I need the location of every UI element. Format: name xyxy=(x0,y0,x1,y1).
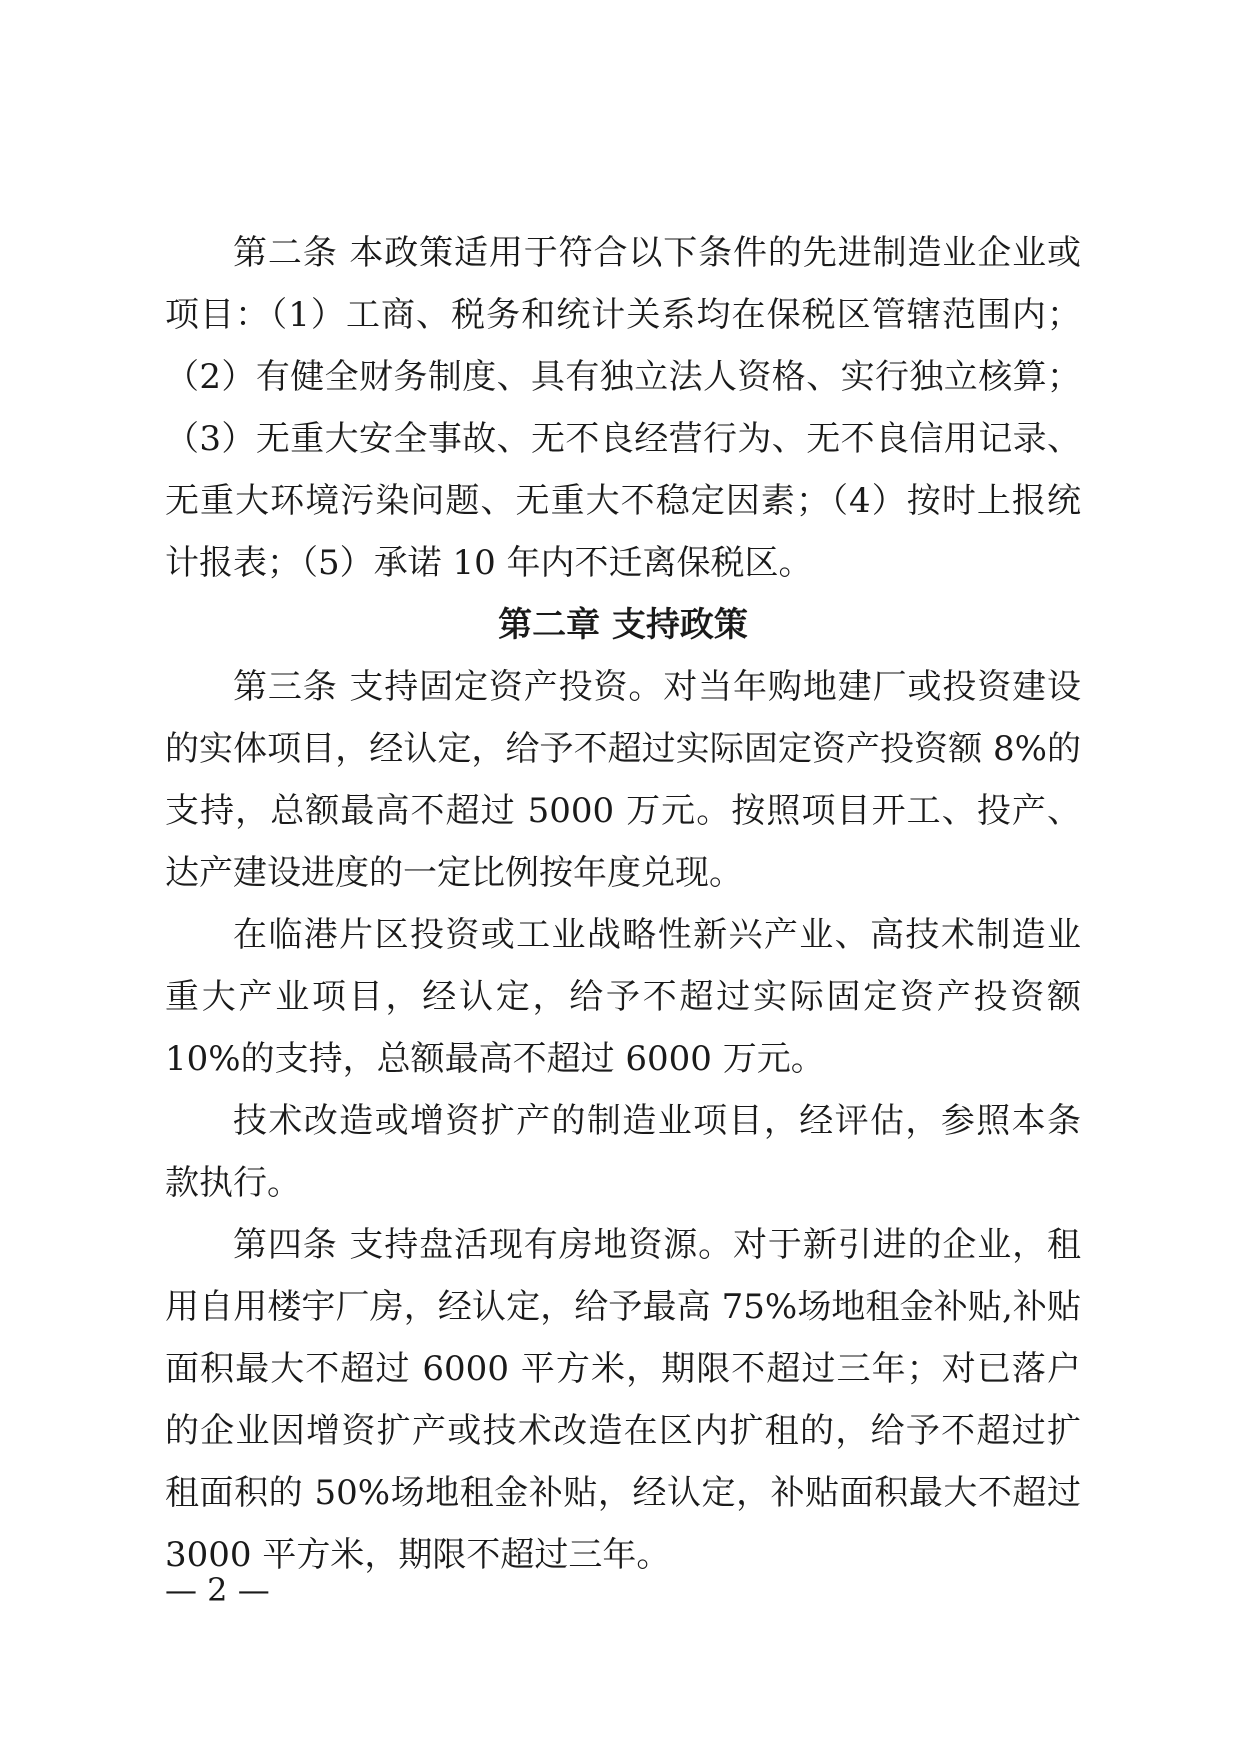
chapter-heading: 第二章 支持政策 xyxy=(498,605,748,645)
article-4-paragraph: 第四条 支持盘活现有房地资源。对于新引进的企业，租用自用楼宇厂房，经认定，给予最高 75%场地租金补贴,补贴面积最大不超过 6000 平方米，期限不超过三年；对已落户的企业因增资扩产或技术改造在区内扩租的，给予不超过扩租面积的 50%场地租金补贴，经认定，补贴面积最大不超过 3000 平方米，期限不超过三年。 xyxy=(165,1225,1081,1575)
document-body xyxy=(165,222,1081,1586)
article-2-paragraph: 第二条 本政策适用于符合以下条件的先进制造业企业或项目：（1）工商、税务和统计关系均在保税区管辖范围内；（2）有健全财务制度、具有独立法人资格、实行独立核算；（3）无重大安全事故、无不良经营行为、无不良信用记录、无重大环境污染问题、无重大不稳定因素；（4）按时上报统计报表；（5）承诺 10 年内不迁离保税区。 xyxy=(165,233,1081,583)
article-3-lingang-paragraph: 在临港片区投资或工业战略性新兴产业、高技术制造业重大产业项目，经认定，给予不超过实际固定资产投资额 10%的支持，总额最高不超过 6000 万元。 xyxy=(165,915,1081,1079)
article-3-tech-paragraph: 技术改造或增资扩产的制造业项目，经评估，参照本条款执行。 xyxy=(165,1101,1081,1203)
page-number: — 2 — xyxy=(165,1571,270,1609)
article-3-paragraph: 第三条 支持固定资产投资。对当年购地建厂或投资建设的实体项目，经认定，给予不超过实际固定资产投资额 8%的支持，总额最高不超过 5000 万元。按照项目开工、投产、达产建设进度的一定比例按年度兑现。 xyxy=(165,667,1081,893)
